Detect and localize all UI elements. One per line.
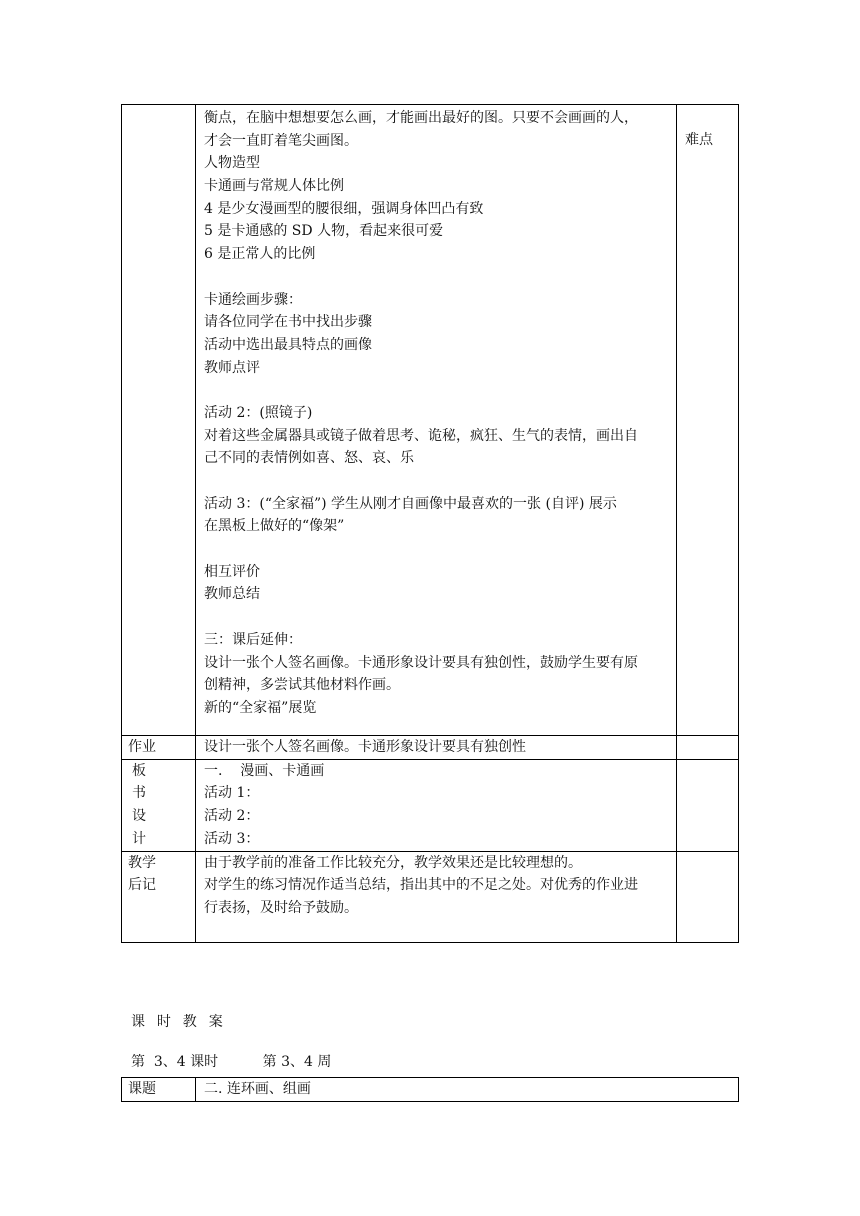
content-line: 活动 2：(照镜子): [204, 404, 313, 421]
content-line: 衡点，在脑中想想要怎么画，才能画出最好的图。只要不会画画的人，: [204, 110, 638, 126]
content-line: 创精神，多尝试其他材料作画。: [204, 677, 400, 694]
homework-label: 作业: [128, 739, 156, 755]
content-line: 新的“全家福”展览: [204, 699, 317, 716]
topic-value: 二. 连环画、组画: [204, 1081, 311, 1097]
lesson-plan-title: 课 时 教 案: [131, 1014, 224, 1030]
board-design-label-char: 计: [132, 830, 146, 847]
board-design-label-char: 板: [132, 762, 146, 779]
content-line: 请各位同学在书中找出步骤: [204, 314, 372, 331]
content-line: 教师点评: [204, 359, 260, 376]
table-row-reflection: [122, 851, 739, 942]
board-design-label-cell: [122, 759, 196, 851]
difficulty-cell: [677, 105, 739, 736]
board-design-line: 活动 2：: [204, 808, 260, 825]
difficulty-note: 难点: [685, 132, 713, 148]
reflection-label-line: 后记: [128, 877, 156, 894]
content-line: 6 是正常人的比例: [204, 246, 316, 263]
content-line: 教师总结: [204, 586, 260, 603]
reflection-line: 由于教学前的准备工作比较充分，教学效果还是比较理想的。: [204, 854, 582, 871]
content-line: 对着这些金属器具或镜子做着思考、诡秘，疯狂、生气的表情，画出自: [204, 427, 638, 444]
content-line: 相互评价: [204, 563, 260, 580]
teaching-process-cell: [196, 105, 677, 736]
topic-value-cell: [196, 1078, 739, 1102]
lesson-content-table: [121, 104, 739, 943]
homework-text: 设计一张个人签名画像。卡通形象设计要具有独创性: [204, 739, 526, 755]
empty-label-cell: [122, 105, 196, 736]
content-line: 活动中选出最具特点的画像: [204, 336, 372, 353]
reflection-line: 行表扬，及时给予鼓励。: [204, 900, 358, 917]
table-row-board-design: [122, 759, 739, 851]
content-line: 卡通画与常规人体比例: [204, 178, 344, 195]
content-line: 卡通绘画步骤：: [204, 291, 302, 308]
reflection-line: 对学生的练习情况作适当总结，指出其中的不足之处。对优秀的作业进: [204, 877, 638, 894]
content-line: 设计一张个人签名画像。卡通形象设计要具有独创性，鼓励学生要有原: [204, 654, 638, 671]
board-design-label-char: 书: [132, 785, 146, 802]
blank-line: [204, 266, 676, 289]
table-row-topic: [122, 1078, 739, 1102]
content-line: 在黑板上做好的“像架”: [204, 518, 345, 535]
content-line: 己不同的表情例如喜、怒、哀、乐: [204, 450, 414, 467]
homework-text-cell: [196, 736, 677, 760]
content-line: 三：课后延伸：: [204, 631, 302, 648]
board-design-line: 活动 1：: [204, 785, 260, 802]
topic-table: [121, 1077, 739, 1102]
reflection-extra-cell: [677, 851, 739, 942]
reflection-label-line: 教学: [128, 854, 156, 871]
content-line: 5 是卡通感的 SD 人物，看起来很可爱: [204, 223, 444, 240]
homework-extra-cell: [677, 736, 739, 760]
table-row-homework: [122, 736, 739, 760]
board-design-line: 活动 3：: [204, 830, 260, 847]
board-design-content-cell: [196, 759, 677, 851]
table-row-process: [122, 105, 739, 736]
topic-label-cell: [122, 1078, 196, 1102]
topic-label: 课题: [128, 1081, 156, 1097]
content-line: 活动 3：(“全家福”) 学生从刚才自画像中最喜欢的一张 (自评) 展示: [204, 495, 617, 512]
board-design-line: 一. 漫画、卡通画: [204, 762, 325, 779]
period-line: 第 3、4 课时 第 3、4 周: [131, 1054, 332, 1070]
board-design-extra-cell: [677, 759, 739, 851]
blank-line: [204, 538, 676, 561]
blank-line: [204, 606, 676, 629]
homework-label-cell: [122, 736, 196, 760]
reflection-label-cell: [122, 851, 196, 942]
content-line: 才会一直盯着笔尖画图。: [204, 132, 358, 149]
blank-line: [204, 379, 676, 402]
blank-line: [204, 470, 676, 493]
board-design-label-char: 设: [132, 808, 146, 825]
content-line: 4 是少女漫画型的腰很细，强调身体凹凸有致: [204, 200, 484, 217]
content-line: 人物造型: [204, 155, 260, 172]
reflection-content-cell: [196, 851, 677, 942]
